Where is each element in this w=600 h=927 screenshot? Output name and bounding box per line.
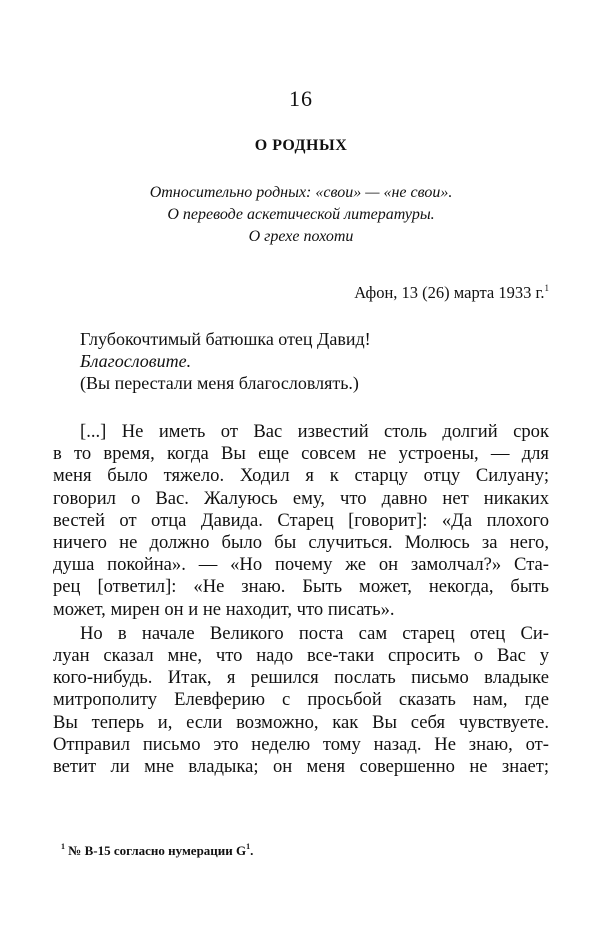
text-line: Но в начале Великого поста сам старец отец Си-	[80, 622, 549, 644]
paragraph-2	[53, 623, 549, 778]
synopsis-line: Относительно родных: «свои» — «не свои».	[149, 184, 453, 201]
letter-dateline	[354, 283, 549, 303]
synopsis-line: О переводе аскетической литературы.	[167, 206, 435, 223]
blessing: Благословите.	[80, 351, 192, 371]
text-line: в то время, когда Вы еще совсем не устроены, — для	[53, 443, 549, 465]
chapter-synopsis	[53, 182, 549, 248]
dateline-text: Афон, 13 (26) марта 1933 г.	[354, 283, 545, 302]
text-line: митрополиту Елевферию с просьбой сказать нам, где	[53, 689, 549, 711]
footnote	[61, 842, 253, 859]
footnote-end: .	[250, 843, 254, 858]
text-line: [...] Не иметь от Вас известий столь долгий срок	[80, 421, 549, 442]
text-line: может, мирен он и не находит, что писать».	[53, 598, 395, 620]
synopsis-line: О грехе похоти	[248, 228, 354, 245]
text-line: Вы теперь и, если возможно, как Вы себя чувствуете.	[53, 711, 549, 733]
text-line: Отправил письмо это неделю тому назад. Не знаю, от-	[53, 733, 549, 755]
remark: (Вы перестали меня благословлять.)	[80, 373, 359, 393]
greeting: Глубокочтимый батюшка отец Давид!	[80, 329, 371, 349]
letter-salutation	[80, 328, 371, 394]
chapter-title: О РОДНЫХ	[254, 137, 348, 154]
letter-body	[53, 421, 549, 778]
text-line: рец [ответил]: «Не знаю. Быть может, некогда, быть	[53, 576, 549, 598]
text-line: ничего не должно было бы случиться. Молюсь за него,	[53, 532, 549, 554]
text-line: душа покойна». — «Но почему же он замолчал?» Ста-	[53, 554, 549, 576]
footnote-text: № В-15 согласно нумерации G	[65, 843, 247, 858]
text-line: вестей от отца Давида. Старец [говорит]: «Да плохого	[53, 509, 549, 531]
text-line: говорил о Вас. Жалуюсь ему, что давно нет никаких	[53, 487, 549, 509]
text-line: луан сказал мне, что надо все-таки спросить о Вас у	[53, 645, 549, 667]
footnote-suffix-mark: 1	[246, 842, 251, 851]
text-line: ветит ли мне владыка; он меня совершенно не знает;	[53, 756, 549, 778]
text-line: кого-нибудь. Итак, я решился послать письмо владыке	[53, 667, 549, 689]
footnote-ref: 1	[544, 283, 549, 293]
chapter-number: 16	[289, 86, 313, 111]
footnote-mark: 1	[61, 842, 65, 851]
text-line: меня было тяжело. Ходил я к старцу отцу Силуану;	[53, 465, 549, 487]
paragraph-1	[53, 421, 549, 621]
